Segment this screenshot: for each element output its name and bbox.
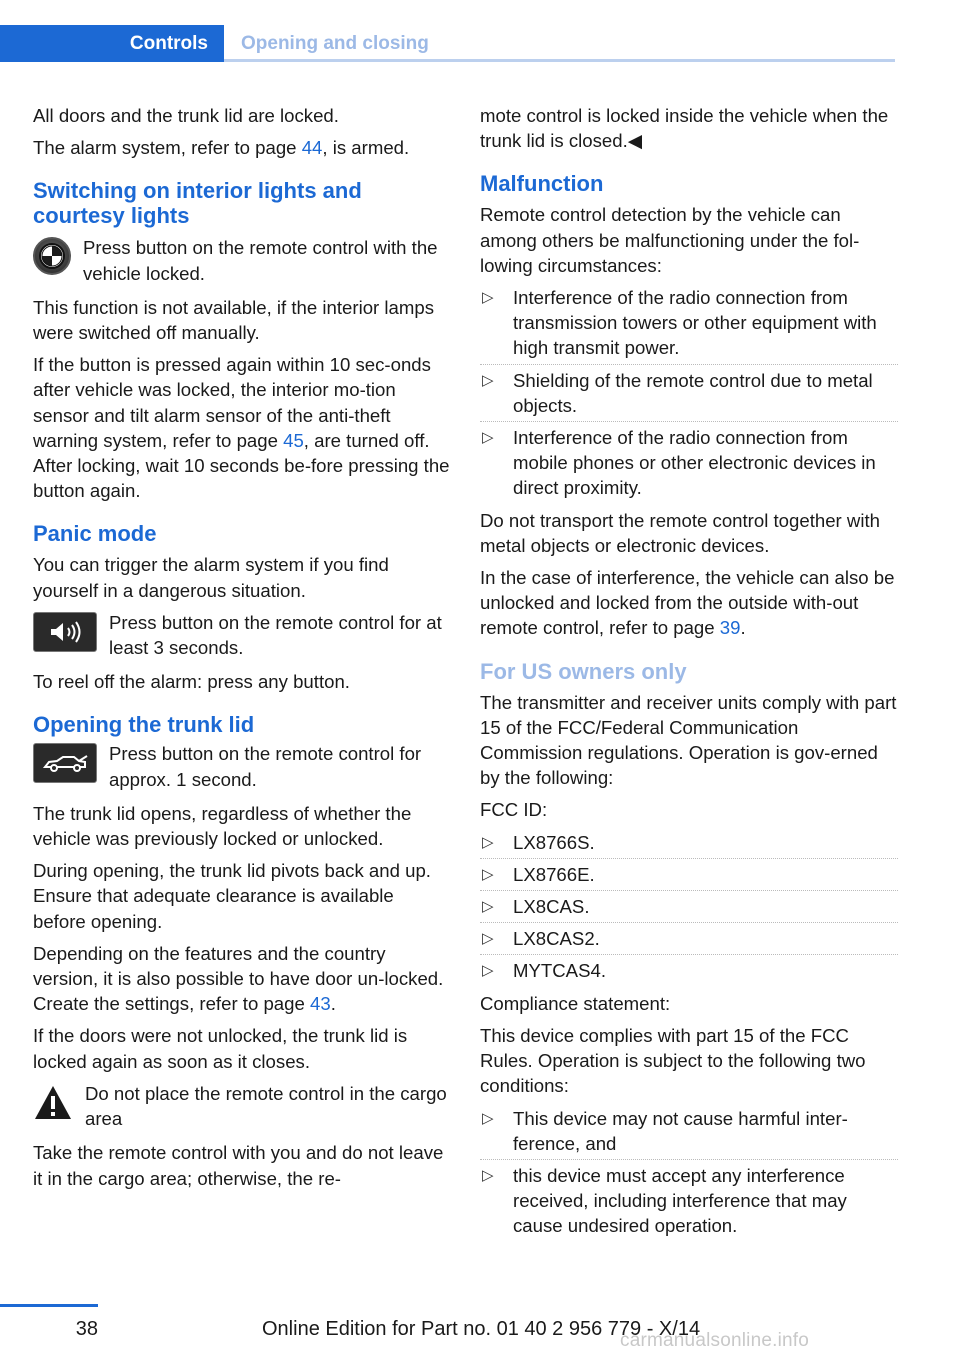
list-item: ▷ Interference of the radio connection from mobile phones or other electronic devices in direct proximity. [482,427,876,499]
warning-text: Do not place the remote control in the cargo area [85,1082,447,1130]
paragraph: Do not transport the remote control together with metal objects or electronic devices. [480,509,880,556]
watermark: carmanualsonline.info [620,1330,810,1351]
list-item: ▷ LX8CAS. [480,894,898,919]
right-column [480,103,898,1246]
triangle-bullet-icon: ▷ [482,930,494,948]
paragraph: If the button is pressed again within 10 sec‐onds after vehicle was locked, the interior mo‐tion sensor and tilt alarm sensor of the anti‐theft warning system, refer to page 45, are turned off. After locking, wait 10 seconds be‐fore pressing the button again. [33,354,450,502]
paragraph: To reel off the alarm: press any button. [33,671,350,693]
paragraph: This function is not available, if the interior lamps were switched off manually. [33,296,434,344]
heading-trunk-lid: Opening the trunk lid [33,712,255,738]
paragraph: Remote control detection by the vehicle can among others be malfunctioning under the fol‐lowing circumstances: [480,204,860,276]
triangle-bullet-icon: ▷ [482,289,494,307]
section-tab-controls[interactable]: Controls [0,25,224,62]
compliance-label: Compliance statement: [480,992,671,1014]
header-divider [224,59,895,62]
page-link-44[interactable]: 44 [301,137,323,159]
warning-triangle-icon [33,1083,73,1123]
page-header [0,25,895,62]
paragraph: In the case of interference, the vehicle can also be unlocked and locked from the outside with‐out remote control, refer to page 39. [480,567,895,639]
list-item: ▷ Shielding of the remote control due to metal objects. [480,368,898,418]
page-link-43[interactable]: 43 [310,993,331,1015]
malfunction-list [480,285,898,501]
paragraph: Take the remote control with you and do not leave it in the cargo area; otherwise, the re‐ [33,1142,444,1189]
list-item: ▷ LX8CAS2. [480,926,898,951]
lights-instruction [33,235,451,285]
icon-text: Press button on the remote control for approx. 1 second. [109,743,422,790]
triangle-bullet-icon: ▷ [482,1109,494,1127]
list-item: ▷ Interference of the radio connection from transmission towers or other equipment with high transmit power. [480,285,898,361]
bmw-logo-button-icon [33,237,71,275]
fcc-label: FCC ID: [480,799,548,821]
paragraph: The transmitter and receiver units comply with part 15 of the FCC/Federal Communication Commission regulations. Operation is gov‐erned by the following: [480,691,897,789]
paragraph: All doors and the trunk lid are locked. [33,105,339,126]
car-trunk-icon [33,743,97,783]
footer-divider [0,1304,98,1307]
paragraph: You can trigger the alarm system if you find yourself in a dangerous situation. [33,554,389,601]
list-item: ▷ MYTCAS4. [480,958,898,983]
heading-us-owners: For US owners only [480,658,687,684]
list-item: ▷ LX8766E. [480,862,898,887]
warning-note [33,1081,451,1131]
icon-text: Press button on the remote control for at least 3 seconds. [109,611,442,659]
page-link-39[interactable]: 39 [719,617,741,639]
edition-text: Online Edition for Part no. 01 40 2 956 779 - X/14 [262,1318,701,1340]
page-link-45[interactable]: 45 [283,429,304,451]
fcc-id-list [480,830,898,984]
paragraph: Depending on the features and the country version, it is also possible to have door un‐locked. Create the settings, refer to page 43. [33,942,444,1015]
paragraph: The alarm system, refer to page 44, is armed. [33,137,410,159]
triangle-bullet-icon: ▷ [482,429,494,447]
triangle-bullet-icon: ▷ [482,1166,494,1184]
section-tab-opening-closing[interactable]: Opening and closing [241,32,429,54]
list-item: ▷ This device may not cause harmful inter‐ference, and [480,1106,898,1156]
heading-panic-mode: Panic mode [33,521,157,547]
triangle-bullet-icon: ▷ [482,865,494,883]
list-item: ▷ this device must accept any interference received, including interference that may cause undesired operation. [482,1164,847,1237]
icon-text: Press button on the remote control with the vehicle locked. [83,237,438,284]
heading-malfunction: Malfunction [480,171,604,197]
triangle-bullet-icon: ▷ [482,898,494,916]
panic-instruction [33,610,451,660]
paragraph: During opening, the trunk lid pivots back and up. Ensure that adequate clearance is available before opening. [33,860,431,932]
conditions-list [480,1106,898,1239]
heading-interior-lights: Switching on interior lights and courtesy lights [33,178,362,229]
left-column [33,103,451,1198]
horn-sound-icon [33,612,97,652]
trunk-instruction [33,741,451,791]
triangle-bullet-icon: ▷ [482,371,494,389]
triangle-bullet-icon: ▷ [482,833,494,851]
page-number: 38 [75,1318,98,1340]
triangle-bullet-icon: ▷ [482,962,494,980]
paragraph: The trunk lid opens, regardless of whether the vehicle was previously locked or unlocked. [33,802,412,850]
list-item: ▷ LX8766S. [480,830,898,855]
paragraph: This device complies with part 15 of the FCC Rules. Operation is subject to the following two conditions: [480,1024,866,1097]
paragraph: If the doors were not unlocked, the trunk lid is locked again as soon as it closes. [33,1025,408,1072]
paragraph: mote control is locked inside the vehicle when the trunk lid is closed.◀ [480,105,889,152]
